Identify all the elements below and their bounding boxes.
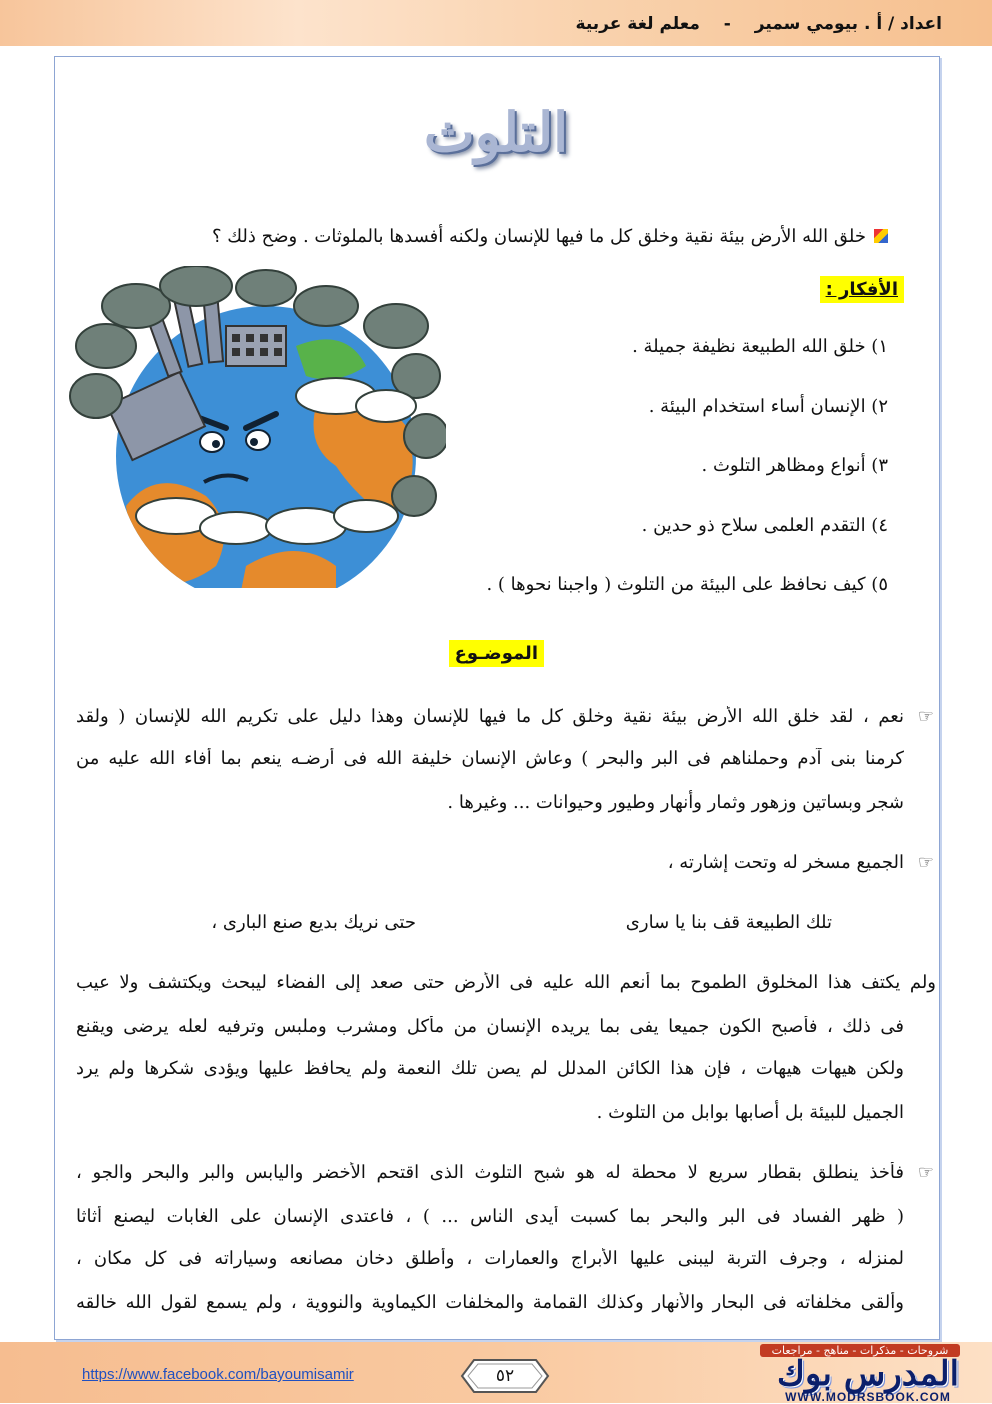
verse-right: تلك الطبيعة قف بنا يا سارى bbox=[625, 912, 832, 933]
idea-item-5: ٥) كيف نحافظ على البيئة من التلوث ( واجبنا نحوها ) . bbox=[486, 574, 888, 595]
diamond-bullet-icon bbox=[874, 229, 888, 243]
para3-line-1: ولم يكتف هذا المخلوق الطموح بما أنعم الله عليه فى الأرض حتى صعد إلى الفضاء ليبحث ويكتشف ولا عيب bbox=[76, 972, 936, 993]
face-pupil bbox=[250, 438, 258, 446]
para4-line-4: وألقى مخلفاته فى البحار والأنهار وكذلك القمامة والمخلفات الكيماوية والنووية ، ولم يسمع لقول الله خالقه bbox=[76, 1292, 904, 1313]
page-title: التلوث bbox=[423, 100, 569, 164]
topic-heading: الموضـوع bbox=[449, 640, 544, 667]
page-number: ٥٢ bbox=[495, 1366, 515, 1386]
page-frame bbox=[54, 56, 940, 1340]
idea-item-1: ١) خلق الله الطبيعة نظيفة جميلة . bbox=[632, 336, 888, 357]
header-credit bbox=[558, 14, 942, 34]
para1-line-3: شجر وبساتين وزهور وثمار وأنهار وطيور وحيوانات ... وغيرها . bbox=[447, 792, 904, 813]
idea-item-3: ٣) أنواع ومظاهر التلوث . bbox=[701, 455, 888, 476]
para3-line-3: ولكن هيهات هيهات ، فإن هذا الكائن المدلل لم يصن تلك النعمة ولم يحافظ عليها ويؤدى شكرها ولم يرد bbox=[76, 1058, 904, 1079]
para4-line-3: لمنزله ، وجرف التربة ليبنى عليها الأبراج والعمارات ، وأطلق دخان مصانعه وسياراته فى كل مكان ، bbox=[76, 1248, 904, 1269]
face-eye bbox=[200, 432, 224, 452]
para3-line-2: فى ذلك ، فأصبح الكون جميعا يفى بما يريده الإنسان من مأكل ومشرب وملبس وترفيه لعله يرضى ويقنع bbox=[76, 1016, 904, 1037]
hand-pointer-icon: ☞ bbox=[917, 1162, 934, 1183]
header-role: معلم لغة عربية bbox=[575, 14, 700, 34]
face-eye bbox=[246, 430, 270, 450]
site-logo: المدرس بوك bbox=[776, 1354, 960, 1394]
para4-line-2: ( ظهر الفساد فى البر والبحر بما كسبت أيدى الناس ... ) ، فاعتدى الإنسان على الغابات ليصنع أثاثا bbox=[76, 1206, 904, 1227]
header-separator: - bbox=[723, 14, 731, 34]
hand-pointer-icon: ☞ bbox=[917, 706, 934, 727]
face-pupil bbox=[212, 440, 220, 448]
facebook-link[interactable]: https://www.facebook.com/bayoumisamir bbox=[82, 1366, 354, 1383]
para1-line-1: نعم ، لقد خلق الله الأرض بيئة نقية وخلق كل ما فيها للإنسان وهذا دليل على تكريم الله للإنسان ( ولقد bbox=[76, 706, 904, 727]
para3-line-4: الجميل للبيئة بل أصابها بوابل من التلوث . bbox=[596, 1102, 904, 1123]
para1-line-2: كرمنا بنى آدم وحملناهم فى البر والبحر ) وعاش الإنسان خليفة الله فى أرضـه ينعم بما أفاء الله عليه من bbox=[76, 748, 904, 769]
question-text: خلق الله الأرض بيئة نقية وخلق كل ما فيها للإنسان ولكنه أفسدها بالملوثات . وضح ذلك ؟ bbox=[211, 226, 866, 247]
logo-url: WWW.MODRSBOOK.COM bbox=[785, 1390, 951, 1404]
logo-tagline: شروحات - مذكرات - مناهج - مراجعات bbox=[760, 1344, 960, 1357]
ideas-heading: الأفكار : bbox=[820, 276, 904, 303]
idea-item-2: ٢) الإنسان أساء استخدام البيئة . bbox=[648, 396, 888, 417]
polluted-earth-illustration bbox=[66, 266, 446, 588]
para2-line: الجميع مسخر له وتحت إشارته ، bbox=[667, 852, 904, 873]
idea-item-4: ٤) التقدم العلمى سلاح ذو حدين . bbox=[641, 515, 888, 536]
verse-left: حتى نريك بديع صنع البارى ، bbox=[211, 912, 416, 933]
header-prepared-by: اعداد / أ . بيومي سمير bbox=[754, 14, 942, 34]
hand-pointer-icon: ☞ bbox=[917, 852, 934, 873]
para4-line-1: فأخذ ينطلق بقطار سريع لا محطة له هو شبح التلوث الذى اقتحم الأخضر واليابس والبر والبحر والجو ، bbox=[76, 1162, 904, 1183]
